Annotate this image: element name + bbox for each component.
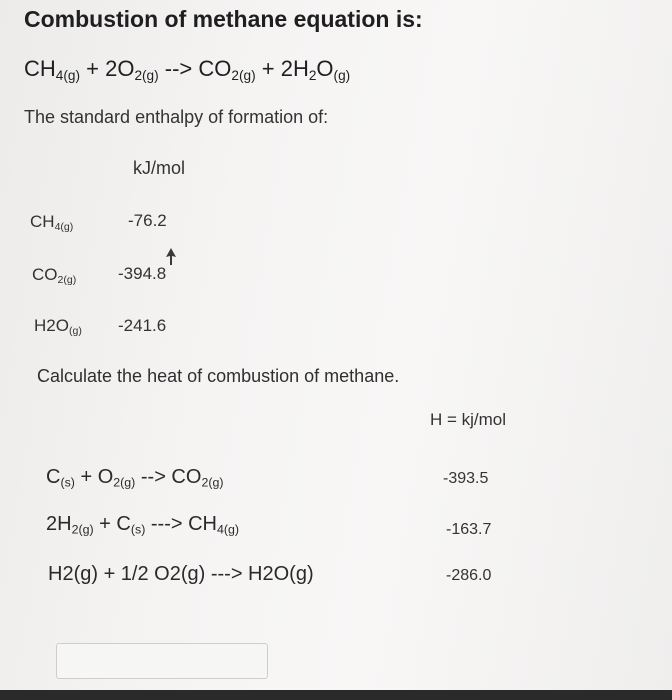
reaction-2 [46, 513, 239, 536]
rxn2-h2-sub: 2(g) [71, 522, 94, 537]
reaction-3-value: -286.0 [446, 567, 492, 584]
rxn1-co2: --> CO [135, 466, 202, 488]
species-co2-label: CO [32, 265, 58, 284]
page-title: Combustion of methane equation is: [24, 6, 423, 32]
enthalpy-header: H = kj/mol [430, 410, 507, 429]
rxn2-c: + C [93, 513, 131, 535]
species-co2 [32, 265, 76, 285]
unit-header: kJ/mol [133, 158, 186, 178]
rxn1-co2-sub: 2(g) [201, 475, 224, 490]
value-ch4: -76.2 [128, 211, 167, 230]
species-co2-sub: 2(g) [57, 273, 77, 286]
mouse-pointer-icon [164, 248, 178, 266]
rxn2-c-sub: (s) [130, 522, 146, 537]
rxn2-ch4: ---> CH [145, 513, 217, 535]
rxn1-c-sub: (s) [60, 475, 75, 490]
eq-ch4-sub: 4(g) [55, 67, 81, 83]
reaction-1 [46, 466, 223, 489]
answer-input[interactable] [56, 643, 268, 679]
eq-o: O [316, 56, 334, 81]
rxn1-o2-sub: 2(g) [113, 475, 136, 490]
species-h2o-sub: (g) [68, 324, 82, 337]
eq-o-sub: (g) [333, 67, 351, 83]
question-text: Calculate the heat of combustion of methane. [37, 366, 400, 386]
rxn1-c: C [46, 466, 61, 488]
reaction-1-value: -393.5 [443, 470, 489, 487]
bottom-bar [0, 690, 672, 700]
value-h2o: -241.6 [118, 316, 167, 335]
eq-h2: + 2H [255, 56, 309, 81]
species-h2o-label: H2O [34, 316, 69, 335]
eq-co2: CO [198, 56, 232, 81]
eq-co2-sub: 2(g) [231, 67, 256, 83]
enthalpy-subtitle: The standard enthalpy of formation of: [24, 107, 329, 127]
eq-ch4: CH [24, 56, 56, 81]
eq-o2: + 2O [80, 56, 135, 81]
species-ch4-sub: 4(g) [54, 220, 74, 233]
rxn2-ch4-sub: 4(g) [217, 522, 240, 537]
eq-o2-sub: 2(g) [134, 67, 159, 83]
reaction-2-value: -163.7 [446, 521, 492, 538]
reaction-3: H2(g) + 1/2 O2(g) ---> H2O(g) [48, 563, 314, 585]
species-ch4-label: CH [30, 212, 55, 231]
species-ch4 [30, 212, 73, 232]
rxn1-o2: + O [74, 466, 114, 488]
value-co2: -394.8 [118, 264, 167, 283]
species-h2o [34, 316, 82, 336]
eq-arrow: --> [158, 56, 199, 81]
eq-h2-sub: 2 [308, 67, 317, 83]
rxn2-h2: 2H [46, 513, 72, 535]
combustion-equation [24, 56, 350, 82]
